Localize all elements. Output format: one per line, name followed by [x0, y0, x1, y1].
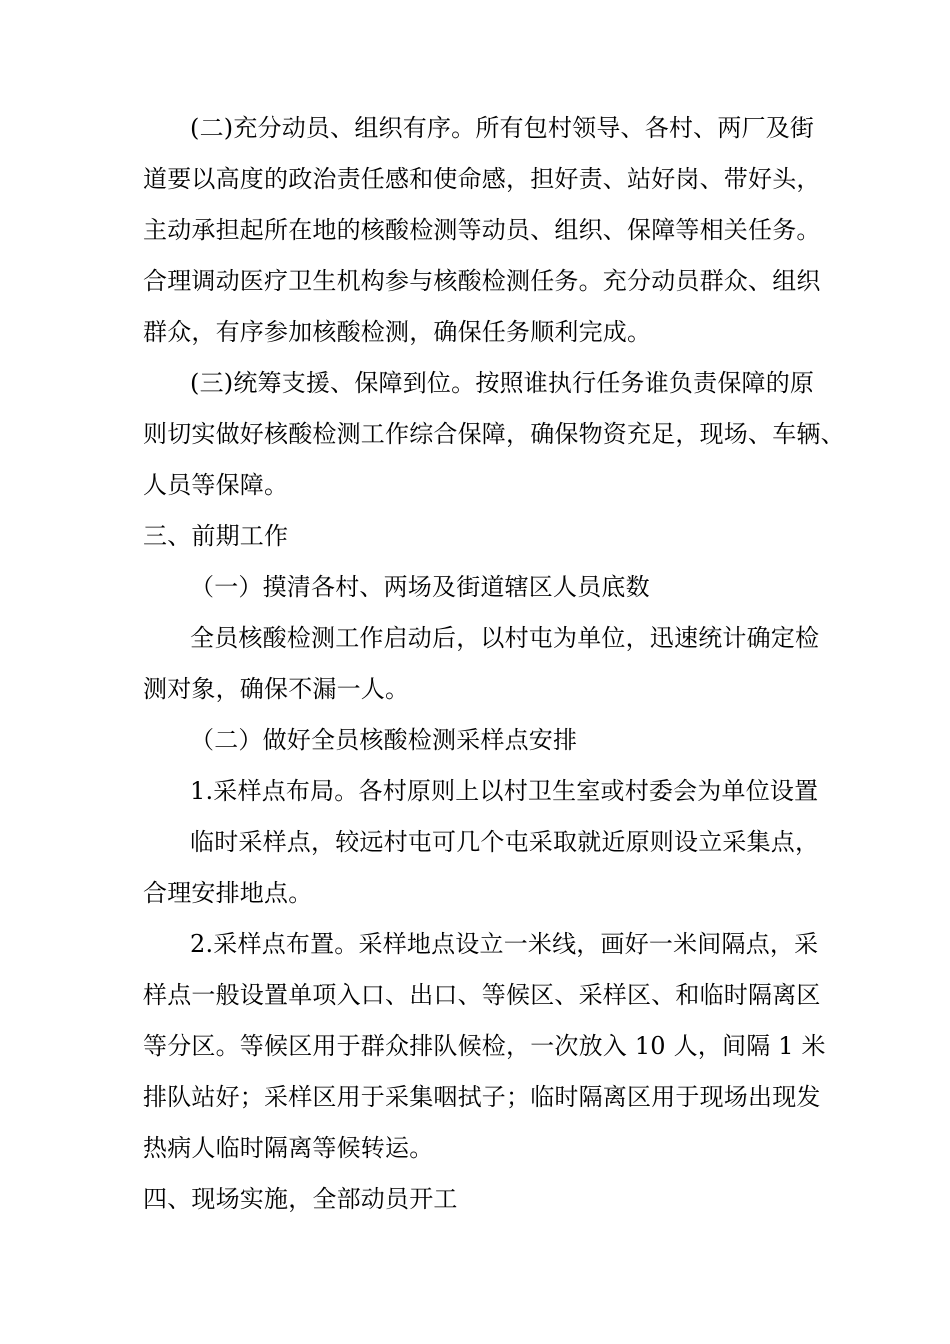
paragraph-line: 排队站好；采样区用于采集咽拭子；临时隔离区用于现场出现发	[143, 1083, 821, 1111]
paragraph-line: 1.采样点布局。各村原则上以村卫生室或村委会为单位设置	[190, 777, 819, 805]
paragraph-line: 样点一般设置单项入口、出口、等候区、采样区、和临时隔离区	[143, 981, 821, 1009]
section-heading: 四、现场实施，全部动员开工	[143, 1185, 458, 1213]
paragraph-line: 群众，有序参加核酸检测，确保任务顺利完成。	[143, 318, 652, 346]
subsection-heading: （一）摸清各村、两场及街道辖区人员底数	[190, 573, 650, 601]
subsection-heading: （二）做好全员核酸检测采样点安排	[190, 726, 578, 754]
paragraph-line: 则切实做好核酸检测工作综合保障，确保物资充足，现场、车辆、	[143, 420, 845, 448]
paragraph-line: 全员核酸检测工作启动后，以村屯为单位，迅速统计确定检	[190, 624, 820, 652]
section-heading: 三、前期工作	[143, 522, 289, 550]
paragraph-line: 测对象，确保不漏一人。	[143, 675, 410, 703]
paragraph-line: 临时采样点，较远村屯可几个屯采取就近原则设立采集点，	[190, 828, 820, 856]
paragraph-line: 人员等保障。	[143, 471, 289, 499]
paragraph-line: 道要以高度的政治责任感和使命感，担好责、站好岗、带好头，	[143, 165, 821, 193]
paragraph-line: 热病人临时隔离等候转运。	[143, 1134, 434, 1162]
paragraph-line: 合理安排地点。	[143, 879, 313, 907]
paragraph-line: 等分区。等候区用于群众排队候检，一次放入 10 人，间隔 1 米	[143, 1032, 826, 1060]
paragraph-line: 主动承担起所在地的核酸检测等动员、组织、保障等相关任务。	[143, 216, 821, 244]
paragraph-line: (三)统筹支援、保障到位。按照谁执行任务谁负责保障的原	[190, 369, 815, 397]
paragraph-line: 2.采样点布置。采样地点设立一米线，画好一米间隔点，采	[190, 930, 819, 958]
paragraph-line: (二)充分动员、组织有序。所有包村领导、各村、两厂及街	[190, 114, 815, 142]
paragraph-line: 合理调动医疗卫生机构参与核酸检测任务。充分动员群众、组织	[143, 267, 821, 295]
